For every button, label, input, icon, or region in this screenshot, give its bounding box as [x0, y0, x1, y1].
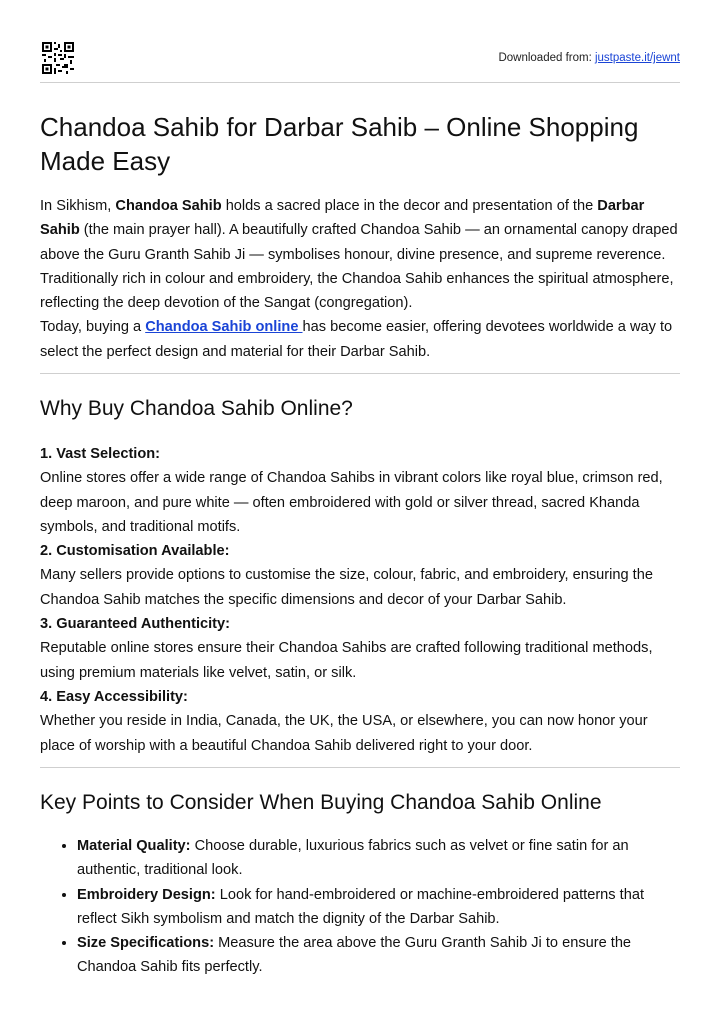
why-list	[40, 442, 680, 758]
list-item: • Size Specifications: Measure the area above the Guru Granth Sahib Ji to ensure the Chandoa Sahib fits perfectly.	[77, 931, 680, 980]
chandoa-sahib-online-link[interactable]: Chandoa Sahib online	[145, 319, 303, 336]
intro-text: (the main prayer hall). A beautifully crafted Chandoa Sahib — an ornamental canopy draped above the Guru Granth Sahib Ji — symbolises honour, divine presence, and supreme reverence. Traditionally rich in colour and embroidery, the Chandoa Sahib enhances the spiritual atmosphere, reflecting the deep devotion of the Sangat (congregation).	[40, 222, 678, 312]
why-item-title: 3. Guaranteed Authenticity:	[40, 616, 231, 633]
why-item-text: Reputable online stores ensure their Chandoa Sahibs are crafted following traditional methods, using premium materials like velvet, satin, or silk.	[40, 640, 653, 681]
download-prefix: Downloaded from:	[498, 52, 595, 64]
download-source	[498, 52, 680, 64]
list-item: • Embroidery Design: Look for hand-embroidered or machine-embroidered patterns that reflect Sikh symbolism and match the dignity of the Darbar Sahib.	[77, 883, 680, 932]
why-item-text: Many sellers provide options to customise the size, colour, fabric, and embroidery, ensuring the Chandoa Sahib matches the specific dimensions and decor of your Darbar Sahib.	[40, 567, 653, 608]
why-item-title: 4. Easy Accessibility:	[40, 688, 188, 705]
why-heading: Why Buy Chandoa Sahib Online?	[40, 397, 353, 420]
key-points-heading: Key Points to Consider When Buying Chandoa Sahib Online	[40, 791, 602, 814]
divider	[40, 373, 680, 374]
document-page	[40, 0, 680, 976]
intro-text: In Sikhism,	[40, 198, 116, 214]
intro-text: has become easier, offering devotees worldwide a way to select the perfect design and material for their Darbar Sahib.	[40, 319, 673, 360]
why-item-text: Whether you reside in India, Canada, the UK, the USA, or elsewhere, you can now honor your place of worship with a beautiful Chandoa Sahib delivered right to your door.	[40, 713, 648, 754]
why-item-title: 1. Vast Selection:	[40, 446, 161, 462]
list-item: • Material Quality: Choose durable, luxurious fabrics such as velvet or fine satin for an authentic, traditional look.	[77, 834, 680, 883]
intro-bold-darbar: Darbar Sahib	[40, 198, 645, 239]
key-points-list	[40, 834, 680, 980]
divider	[40, 767, 680, 768]
qr-code-icon	[42, 42, 74, 74]
intro-paragraph	[40, 194, 680, 364]
intro-text: Today, buying a	[40, 319, 146, 336]
why-item-text: Online stores offer a wide range of Chandoa Sahibs in vibrant colors like royal blue, crimson red, deep maroon, and pure white — often embroidered with gold or silver thread, sacred Khanda symbols, and traditional motifs.	[40, 470, 663, 535]
page-header	[40, 0, 680, 83]
article-title: Chandoa Sahib for Darbar Sahib – Online Shopping Made Easy	[40, 112, 639, 176]
why-item-title: 2. Customisation Available:	[40, 543, 230, 560]
download-link[interactable]: justpaste.it/jewnt	[594, 52, 680, 64]
intro-bold-chandoa: Chandoa Sahib	[115, 198, 222, 214]
intro-text: holds a sacred place in the decor and presentation of the	[221, 198, 598, 214]
